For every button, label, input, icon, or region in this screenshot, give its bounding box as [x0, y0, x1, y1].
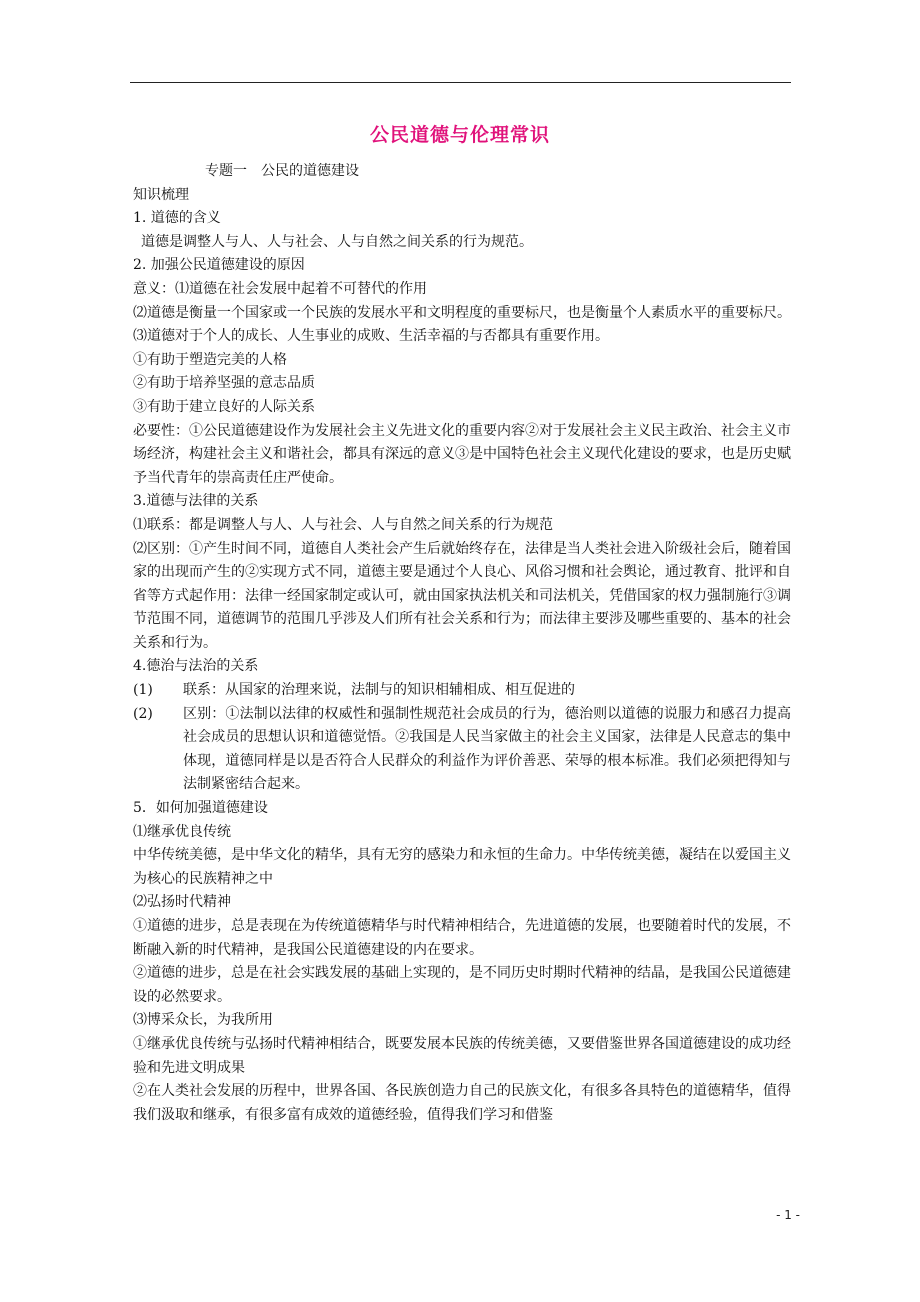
paragraph: ⑶道德对于个人的成长、人生事业的成败、生活幸福的与否都具有重要作用。	[133, 328, 609, 345]
document-title: 公民道德与伦理常识	[369, 124, 550, 146]
paragraph: ⑶博采众长，为我所用	[133, 1012, 273, 1029]
item-text: 联系：从国家的治理来说，法制与的知识相辅相成、相互促进的	[183, 682, 575, 699]
paragraph: 意义：⑴道德在社会发展中起着不可替代的作用	[133, 280, 427, 297]
section-label: 知识梳理	[133, 186, 189, 203]
paragraph: 必要性：①公民道德建设作为发展社会主义先进文化的重要内容②对于发展社会主义民主政治、社会主义市场经济，构建社会主义和谐社会，都具有深远的意义③是中国特色社会主义现代化建设的要求，也是历史赋予当代青年的崇高责任庄严使命。	[133, 422, 791, 486]
numbered-item	[133, 703, 791, 797]
paragraph: 道德是调整人与人、人与社会、人与自然之间关系的行为规范。	[141, 233, 533, 250]
paragraph: ⑵区别：①产生时间不同，道德自人类社会产生后就始终存在，法律是当人类社会进入阶级社会后，随着国家的出现而产生的②实现方式不同，道德主要是通过个人良心、风俗习惯和社会舆论，通过教育、批评和自省等方式起作用：法律一经国家制定或认可，就由国家执法机关和司法机关，凭借国家的权力强制施行③调节范围不同，道德调节的范围几乎涉及人们所有社会关系和行为；而法律主要涉及哪些重要的、基本的社会关系和行为。	[133, 540, 791, 651]
paragraph: 5．如何加强道德建设	[133, 800, 268, 817]
header-rule	[130, 82, 791, 83]
document-body	[133, 160, 791, 1127]
paragraph: 2. 加强公民道德建设的原因	[133, 257, 305, 274]
paragraph: ②在人类社会发展的历程中，世界各国、各民族创造力自己的民族文化，有很多各具特色的道德精华，值得我们汲取和继承，有很多富有成效的道德经验，值得我们学习和借鉴	[133, 1083, 791, 1123]
item-text: 区别：①法制以法律的权威性和强制性规范社会成员的行为，德治则以道德的说服力和感召力提高社会成员的思想认识和道德觉悟。②我国是人民当家做主的社会主义国家，法律是人民意志的集中体现，道德同样是以是否符合人民群众的利益作为评价善恶、荣辱的根本标准。我们必须把得知与法制紧密结合起来。	[183, 705, 791, 793]
paragraph: ⑴联系：都是调整人与人、人与社会、人与自然之间关系的行为规范	[133, 516, 553, 533]
paragraph: ①有助于塑造完美的人格	[133, 351, 287, 368]
paragraph: ②有助于培养坚强的意志品质	[133, 375, 315, 392]
item-number: (1)	[133, 682, 153, 699]
subtitle: 专题一 公民的道德建设	[205, 163, 359, 179]
item-number: (2)	[133, 705, 153, 722]
paragraph: 1. 道德的含义	[133, 210, 221, 227]
page-number: - 1 -	[776, 1208, 800, 1222]
numbered-item	[133, 679, 791, 703]
paragraph: ⑵道德是衡量一个国家或一个民族的发展水平和文明程度的重要标尺，也是衡量个人素质水平的重要标尺。	[133, 304, 791, 321]
paragraph: 4.德治与法治的关系	[133, 658, 259, 675]
paragraph: ③有助于建立良好的人际关系	[133, 398, 315, 415]
paragraph: 中华传统美德，是中华文化的精华，具有无穷的感染力和永恒的生命力。中华传统美德，凝结在以爱国主义为核心的民族精神之中	[133, 847, 791, 887]
paragraph: ①道德的进步，总是表现在为传统道德精华与时代精神相结合，先进道德的发展，也要随着时代的发展，不断融入新的时代精神，是我国公民道德建设的内在要求。	[133, 918, 791, 958]
paragraph: 3.道德与法律的关系	[133, 493, 259, 510]
paragraph: ⑵弘扬时代精神	[133, 894, 231, 911]
paragraph: ⑴继承优良传统	[133, 823, 231, 840]
paragraph: ①继承优良传统与弘扬时代精神相结合，既要发展本民族的传统美德，又要借鉴世界各国道德建设的成功经验和先进文明成果	[133, 1035, 791, 1076]
paragraph: ②道德的进步，总是在社会实践发展的基础上实现的，是不同历史时期时代精神的结晶，是我国公民道德建设的必然要求。	[133, 965, 791, 1005]
